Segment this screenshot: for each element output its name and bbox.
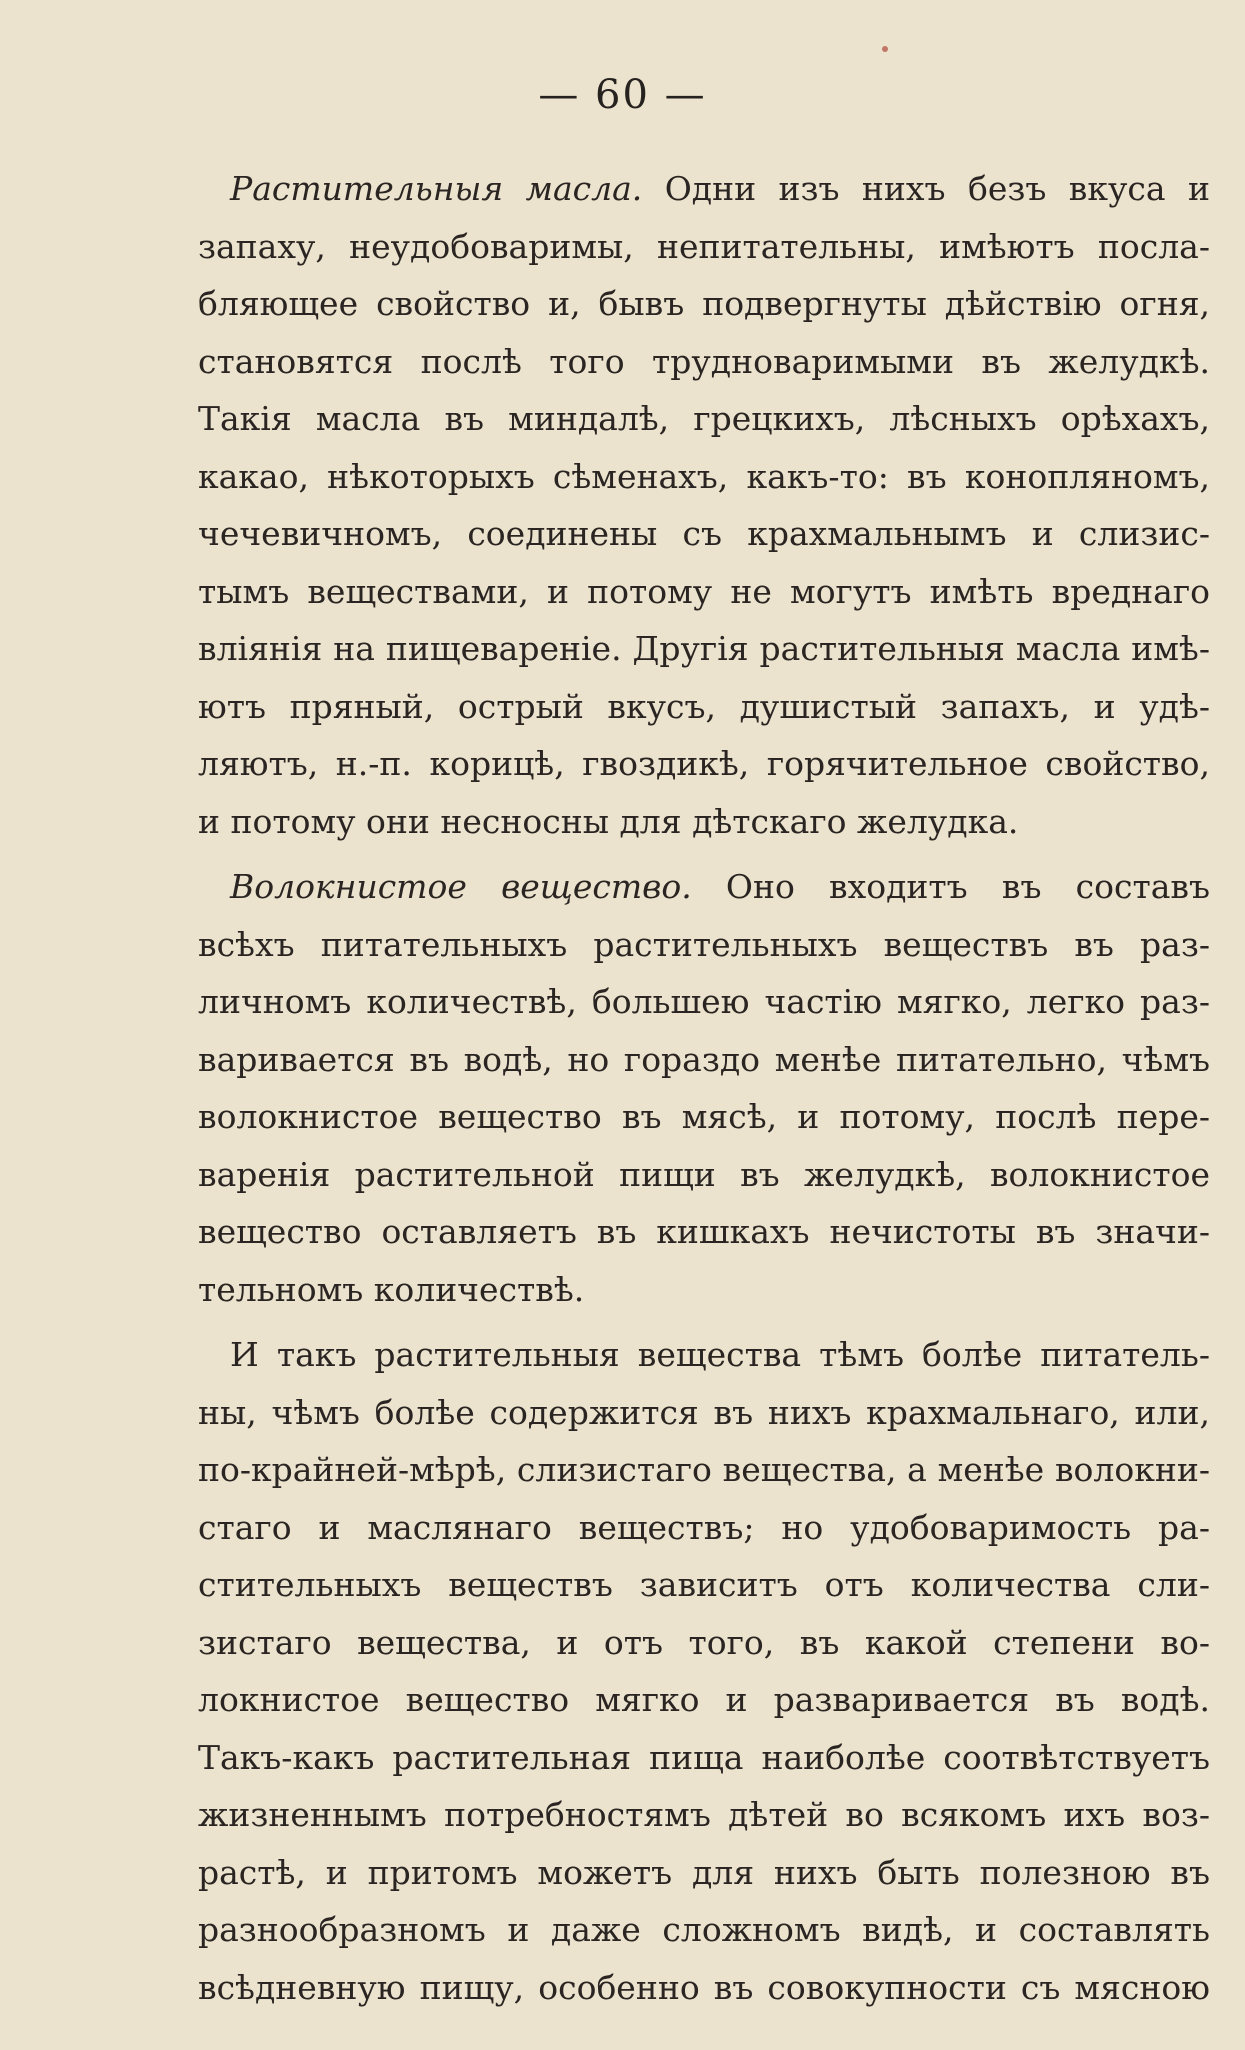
text-line: локнистое вещество мягко и разваривается въ водѣ. [198,1680,1210,1719]
text-line: влiянiя на пищеваренiе. Другiя растительныя масла имѣ- [198,629,1210,668]
text-line: растѣ, и притомъ можетъ для нихъ быть полезною въ [198,1852,1210,1892]
body-text [198,160,1210,2016]
text-line: стительныхъ веществъ зависитъ отъ количества сли- [198,1565,1210,1604]
text-line: личномъ количествѣ, большею частiю мягко, легко раз- [198,982,1210,1021]
text-line: разнообразномъ и даже сложномъ видѣ, и составлять [198,1910,1210,1949]
text-line: по-крайней-мѣрѣ, слизистаго вещества, а менѣе волокни- [198,1450,1210,1489]
ink-speck [882,46,888,52]
paragraph [198,858,1210,1318]
paragraph [198,160,1210,850]
text-line: и потому они несносны для дѣтскаго желудка. [198,801,1019,841]
text-line: варенiя растительной пищи въ желудкѣ, волокнистое [198,1154,1210,1194]
text-line: Такъ-какъ растительная пища наиболѣе соотвѣтствуетъ [198,1737,1210,1777]
text-line: вещество оставляетъ въ кишкахъ нечистоты въ значи- [198,1212,1210,1251]
paragraph-heading: Волокнистое вещество. [230,867,692,906]
text-line: тельномъ количествѣ. [198,1269,585,1309]
text-line: ютъ пряный, острый вкусъ, душистый запахъ, и удѣ- [198,686,1210,726]
text-line [198,160,1210,218]
text-line: стаго и маслянаго веществъ; но удобоваримость ра- [198,1507,1210,1547]
text-line: бляющее свойство и, бывъ подвергнуты дѣйствiю огня, [198,284,1210,323]
text-line: зистаго вещества, и отъ того, въ какой степени во- [198,1622,1210,1662]
text-line: тымъ веществами, и потому не могутъ имѣть вреднаго [198,571,1210,611]
text-line: запаху, неудобоваримы, непитательны, имѣютъ посла- [198,226,1210,266]
paragraph-heading: Растительныя масла. [230,169,643,208]
text-line [198,858,1210,916]
text-line: жизненнымъ потребностямъ дѣтей во всякомъ ихъ воз- [198,1795,1210,1834]
text-line: чечевичномъ, соединены съ крахмальнымъ и слизис- [198,514,1210,553]
text-line: ляютъ, н.-п. корицѣ, гвоздикѣ, горячительное свойство, [198,744,1210,783]
line-text: Оно входитъ въ составъ [691,867,1210,906]
text-line: всѣхъ питательныхъ растительныхъ веществъ въ раз- [198,924,1210,964]
page-number: — 60 — [538,72,707,118]
line-text: Одни изъ нихъ безъ вкуса и [642,169,1210,208]
text-line: становятся послѣ того трудноваримыми въ желудкѣ. [198,341,1210,381]
text-line: И такъ растительныя вещества тѣмъ болѣе питатель- [230,1335,1210,1374]
text-line: какао, нѣкоторыхъ сѣменахъ, какъ-то: въ конопляномъ, [198,456,1210,496]
text-line: Такiя масла въ миндалѣ, грецкихъ, лѣсныхъ орѣхахъ, [198,399,1210,438]
text-line: волокнистое вещество въ мясѣ, и потому, послѣ пере- [198,1097,1210,1136]
text-line: всѣдневную пищу, особенно въ совокупности съ мясною [198,1967,1210,2007]
text-line: варивается въ водѣ, но гораздо менѣе питательно, чѣмъ [198,1039,1210,1079]
paragraph [198,1326,1210,2016]
text-line: ны, чѣмъ болѣе содержится въ нихъ крахмальнаго, или, [198,1392,1210,1432]
